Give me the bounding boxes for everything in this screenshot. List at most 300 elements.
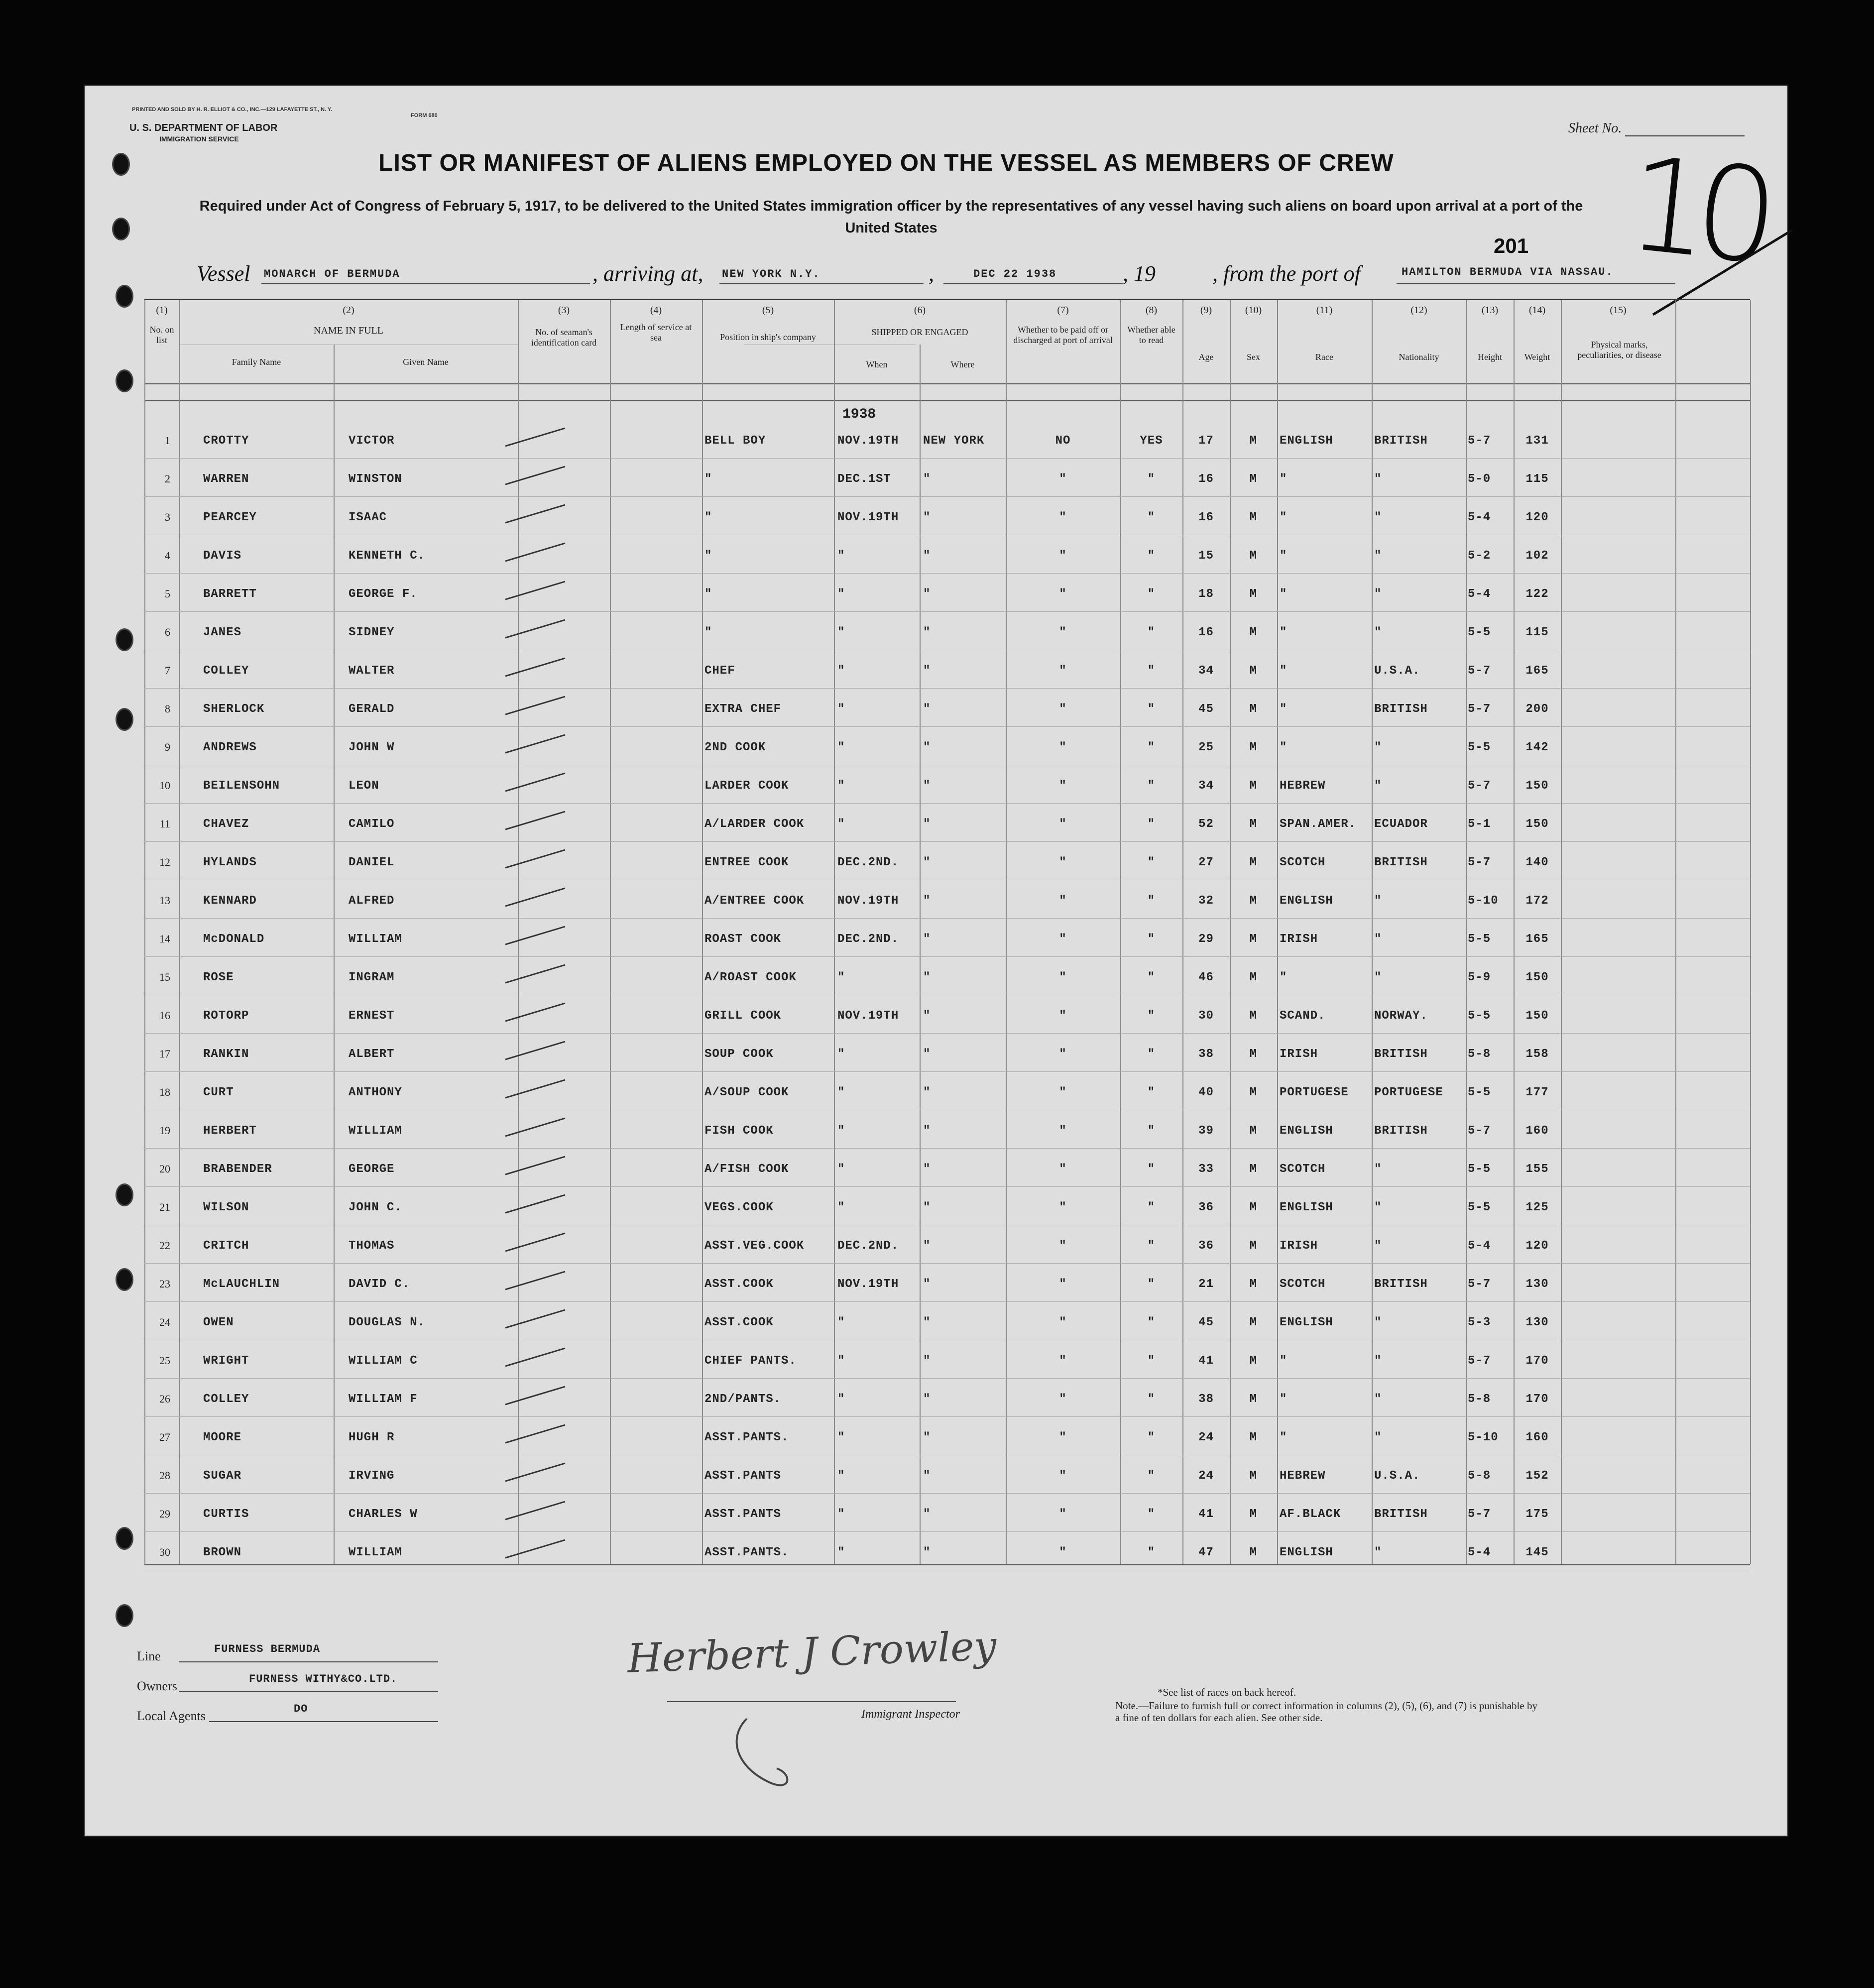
cell-read: " xyxy=(1147,1124,1156,1138)
cell-read: " xyxy=(1147,626,1156,639)
binder-hole xyxy=(112,218,130,240)
cell-no: 11 xyxy=(159,818,170,830)
col-given-name: Given Name xyxy=(403,357,449,367)
cell-position: ASST.PANTS. xyxy=(704,1431,789,1444)
row-rule xyxy=(144,803,1750,804)
cell-sex: M xyxy=(1249,1086,1258,1099)
check-slash xyxy=(500,809,570,833)
cell-family: OWEN xyxy=(203,1316,234,1329)
cell-age: 39 xyxy=(1198,1124,1214,1138)
cell-sex: M xyxy=(1249,894,1258,908)
cell-paid: " xyxy=(1059,1163,1067,1176)
col-height: Height xyxy=(1478,352,1502,362)
cell-age: 34 xyxy=(1198,664,1214,678)
cell-position: " xyxy=(704,549,712,563)
cell-sex: M xyxy=(1249,1239,1258,1253)
cell-where: " xyxy=(923,1546,931,1559)
cell-height: 5-5 xyxy=(1468,1163,1491,1176)
cell-read: " xyxy=(1147,1354,1156,1368)
penalty-note: Note.—Failure to furnish full or correct information in columns (2), (5), (6), and (7) is punishable by a fine of ten dollars for each alien. See other side. xyxy=(1115,1700,1537,1724)
cell-weight: 115 xyxy=(1525,626,1549,639)
check-slash xyxy=(500,579,570,603)
cell-height: 5-7 xyxy=(1468,664,1491,678)
col-family-name: Family Name xyxy=(232,357,281,367)
cell-weight: 150 xyxy=(1525,1009,1549,1023)
cell-no: 27 xyxy=(159,1431,170,1443)
cell-age: 25 xyxy=(1198,741,1214,754)
cell-paid: " xyxy=(1059,856,1067,869)
cell-where: " xyxy=(923,856,931,869)
cell-read: " xyxy=(1147,472,1156,486)
cell-weight: 155 xyxy=(1525,1163,1549,1176)
agents-value: DO xyxy=(294,1703,308,1715)
row-rule xyxy=(144,1378,1750,1379)
cell-paid: " xyxy=(1059,1201,1067,1214)
check-slash xyxy=(500,885,570,910)
cell-sex: M xyxy=(1249,626,1258,639)
cell-read: " xyxy=(1147,1316,1156,1329)
cell-read: " xyxy=(1147,1546,1156,1559)
cell-nat: " xyxy=(1374,971,1382,984)
cell-height: 5-7 xyxy=(1468,434,1491,448)
cell-age: 40 xyxy=(1198,1086,1214,1099)
cell-position: CHEF xyxy=(704,664,735,678)
col-no-on-list: No. on list xyxy=(149,325,174,345)
column-rule xyxy=(1750,300,1751,1564)
cell-given: IRVING xyxy=(349,1469,395,1483)
cell-family: HERBERT xyxy=(203,1124,257,1138)
cell-sex: M xyxy=(1249,1048,1258,1061)
cell-sex: M xyxy=(1249,664,1258,678)
check-slash xyxy=(500,540,570,565)
binder-hole xyxy=(116,285,133,308)
inspector-label: Immigrant Inspector xyxy=(861,1708,960,1721)
cell-given: GEORGE xyxy=(349,1163,395,1176)
cell-no: 28 xyxy=(159,1469,170,1482)
cell-height: 5-7 xyxy=(1468,1508,1491,1521)
cell-age: 36 xyxy=(1198,1239,1214,1253)
cell-family: SHERLOCK xyxy=(203,702,265,716)
cell-age: 34 xyxy=(1198,779,1214,793)
cell-paid: " xyxy=(1059,1086,1067,1099)
cell-given: WILLIAM xyxy=(349,1546,402,1559)
cell-read: " xyxy=(1147,1278,1156,1291)
cell-given: WILLIAM xyxy=(349,1124,402,1138)
row-rule xyxy=(144,1071,1750,1072)
cell-sex: M xyxy=(1249,1393,1258,1406)
check-slash xyxy=(500,770,570,795)
col-id-card: No. of seaman's identification card xyxy=(531,327,597,348)
cell-race: " xyxy=(1280,1431,1288,1444)
cell-paid: " xyxy=(1059,472,1067,486)
check-slash xyxy=(500,694,570,718)
cell-sex: M xyxy=(1249,933,1258,946)
cell-where: " xyxy=(923,894,931,908)
cell-given: INGRAM xyxy=(349,971,395,984)
cell-where: " xyxy=(923,549,931,563)
cell-paid: " xyxy=(1059,818,1067,831)
check-slash xyxy=(500,1154,570,1178)
cell-age: 15 xyxy=(1198,549,1214,563)
cell-race: SPAN.AMER. xyxy=(1280,818,1357,831)
cell-weight: 170 xyxy=(1525,1393,1549,1406)
cell-given: WINSTON xyxy=(349,472,402,486)
cell-paid: " xyxy=(1059,1124,1067,1138)
cell-nat: " xyxy=(1374,626,1382,639)
cell-where: " xyxy=(923,1201,931,1214)
col-able-read: Whether able to read xyxy=(1127,325,1175,345)
cell-paid: " xyxy=(1059,664,1067,678)
cell-nat: " xyxy=(1374,1393,1382,1406)
cell-sex: M xyxy=(1249,741,1258,754)
row-rule xyxy=(144,1148,1750,1149)
cell-given: KENNETH C. xyxy=(349,549,426,563)
column-rule xyxy=(1372,300,1373,1564)
check-slash xyxy=(500,847,570,872)
check-slash xyxy=(500,1460,570,1485)
cell-given: ALBERT xyxy=(349,1048,395,1061)
check-slash xyxy=(500,1422,570,1447)
cell-read: " xyxy=(1147,1469,1156,1483)
page-subtitle: Required under Act of Congress of February 5, 1917, to be delivered to the United States immigration officer by the representatives of any vessel having such aliens on board upon arrival at a port of the United States xyxy=(199,198,1583,236)
column-rule xyxy=(1466,300,1467,1564)
cell-read: " xyxy=(1147,587,1156,601)
cell-when: " xyxy=(837,1469,845,1483)
cell-paid: " xyxy=(1059,1316,1067,1329)
cell-given: THOMAS xyxy=(349,1239,395,1253)
col-shipped: SHIPPED OR ENGAGED xyxy=(871,327,968,337)
column-rule xyxy=(702,300,703,1564)
cell-paid: " xyxy=(1059,1508,1067,1521)
cell-no: 22 xyxy=(159,1239,170,1252)
column-rule xyxy=(1182,300,1183,1564)
cell-paid: " xyxy=(1059,511,1067,524)
cell-race: SCOTCH xyxy=(1280,1163,1326,1176)
col-name-in-full: NAME IN FULL xyxy=(314,325,383,336)
cell-nat: " xyxy=(1374,779,1382,793)
cell-paid: " xyxy=(1059,1278,1067,1291)
col-sex: Sex xyxy=(1247,352,1260,362)
cell-age: 45 xyxy=(1198,1316,1214,1329)
cell-paid: " xyxy=(1059,1546,1067,1559)
cell-position: A/FISH COOK xyxy=(704,1163,789,1176)
cell-height: 5-7 xyxy=(1468,779,1491,793)
cell-where: " xyxy=(923,472,931,486)
page-title: LIST OR MANIFEST OF ALIENS EMPLOYED ON THE VESSEL AS MEMBERS OF CREW xyxy=(378,150,1394,176)
line-label: Line xyxy=(137,1649,161,1663)
cell-family: SUGAR xyxy=(203,1469,242,1483)
cell-where: " xyxy=(923,1048,931,1061)
cell-weight: 120 xyxy=(1525,1239,1549,1253)
cell-nat: " xyxy=(1374,1239,1382,1253)
cell-read: " xyxy=(1147,702,1156,716)
cell-paid: " xyxy=(1059,779,1067,793)
column-rule xyxy=(1675,300,1676,1564)
cell-family: JANES xyxy=(203,626,242,639)
cell-family: COLLEY xyxy=(203,1393,249,1406)
cell-family: KENNARD xyxy=(203,894,257,908)
cell-weight: 150 xyxy=(1525,971,1549,984)
cell-age: 27 xyxy=(1198,856,1214,869)
cell-paid: " xyxy=(1059,702,1067,716)
cell-given: WILLIAM F xyxy=(349,1393,418,1406)
cell-height: 5-10 xyxy=(1468,1431,1499,1444)
cell-no: 6 xyxy=(165,626,170,638)
cell-weight: 142 xyxy=(1525,741,1549,754)
cell-where: " xyxy=(923,971,931,984)
cell-when: " xyxy=(837,1048,845,1061)
cell-nat: " xyxy=(1374,1163,1382,1176)
cell-paid: " xyxy=(1059,741,1067,754)
cell-paid: " xyxy=(1059,1009,1067,1023)
cell-read: " xyxy=(1147,511,1156,524)
cell-no: 29 xyxy=(159,1508,170,1520)
check-slash xyxy=(500,1230,570,1255)
cell-when: " xyxy=(837,549,845,563)
vessel-label: Vessel xyxy=(197,261,250,286)
cell-race: HEBREW xyxy=(1280,1469,1326,1483)
cell-sex: M xyxy=(1249,549,1258,563)
cell-family: BEILENSOHN xyxy=(203,779,280,793)
cell-family: ROSE xyxy=(203,971,234,984)
cell-nat: U.S.A. xyxy=(1374,1469,1420,1483)
manifest-sheet: PRINTED AND SOLD BY H. R. ELLIOT & CO., INC.—129 LAFAYETTE ST., N. Y. FORM 680 U. S. DEPARTMENT OF LABOR IMMIGRATION SERVICE Sheet No. 10 LIST OR MANIFEST OF ALIENS EMPLOYED ON THE VESSEL AS MEMBERS OF CREW Required under Act of Congress of February 5, 1917, to be delivered to the United States immigration officer by the representatives of any vessel having such aliens on board upon arrival at a port of the United States 201 Vessel MONARCH OF BERMUDA , arriving at, NEW YORK N.Y. , DEC 22 1938 , 19 , from the port of HAMILTON BERMUDA VIA NASSAU. (1) (2) (3) (4) (5) (6) (7) (8) (9) (10) (11) (12) (13) (14) (15) No. on list NAME IN FULL Family Name Given Name No. of seaman's identification card Length of service at sea Position in ship's company SHIPPED OR ENGAGED When Where Whether to be paid off or discharged at port of arrival Whether able to read Age Sex Race Nationality Height Weight Physical marks, peculiarities, or disease 1938 1 CROTTY VICTOR BELL BOY NOV.19TH NEW YORK NO YES 17 M ENGLISH BRITISH 5-7 131 2 WARREN WINSTON " DEC.1ST " " " 16 M " " 5-0 115 3 PEARCEY ISAAC " NOV.19TH " " " 16 M " " 5-4 120 4 DAVIS KENNETH C. " " " " " 15 M " " 5-2 102 5 BARRETT GEORGE F. " " " " " 18 M " " 5-4 122 6 JANES SIDNEY " " " " " 16 M " " 5-5 115 7 COLLEY WALTER CHEF " " " " 34 M " U.S.A. 5-7 165 8 SHERLOCK GERALD EXTRA CHEF " " " " 45 M " BRITISH 5-7 200 9 ANDREWS JOHN W 2ND COOK " " " " 25 M " " 5-5 142 10 BEILENSOHN LEON LARDER COOK " " " " 34 M HEBREW " 5-7 150 11 CHAVEZ CAMILO A/LARDER COOK " " " " 52 M SPAN.AMER. ECUADOR 5-1 150 12 HYLANDS DANIEL ENTREE COOK DEC.2ND. " " " 27 M SCOTCH BRITISH 5-7 140 13 KENNARD ALFRED A/ENTREE COOK NOV.19TH " " " 32 M ENGLISH " 5-10 172 14 McDONALD WILLIAM ROAST COOK DEC.2ND. " " " 29 M IRISH " 5-5 165 15 ROSE INGRAM A/ROAST COOK " " " " 46 M " " 5-9 150 16 ROTORP ERNEST GRILL COOK NOV.19TH " " " 30 M SCAND. NORWAY. 5-5 150 17 RANKIN ALBERT SOUP COOK " " " " 38 M IRISH BRITISH 5-8 158 18 CURT ANTHONY A/SOUP COOK " " " " 40 M PORTUGESE PORTUGESE 5-5 177 19 HERBERT WILLIAM FISH COOK " " " " 39 M ENGLISH BRITISH 5-7 160 20 BRABENDER GEORGE A/FISH COOK " " " " 33 M SCOTCH " 5-5 155 21 WILSON JOHN C. VEGS.COOK " " " " 36 M ENGLISH " 5-5 125 22 CRITCH THOMAS ASST.VEG.COOK DEC.2ND. " " " 36 M IRISH " 5-4 120 23 McLAUCHLIN DAVID C. ASST.COOK NOV.19TH " " " 21 M SCOTCH BRITISH 5-7 130 24 OWEN DOUGLAS N. ASST.COOK " " " " 45 M ENGLISH " 5-3 130 25 WRIGHT WILLIAM C CHIEF PANTS. " " " " 41 M " " 5-7 170 26 COLLEY WILLIAM F 2ND/PANTS. " " " " 38 M " " 5-8 170 27 MOORE HUGH R ASST.PANTS. " " " " 24 M " " 5-10 160 28 SUGAR IRVING ASST.PANTS " " " " 24 M HEBREW U.S.A. 5-8 152 29 CURTIS CHARLES W ASST.PANTS " " " " 41 M AF.BLACK BRITISH 5-7 175 30 BROWN WILLIAM ASST.PANTS. " " " " 47 M ENGLISH " 5-4 145 Line FURNESS BERMUDA Owners FURNESS WITHY&CO.LTD. Local Agents DO Herbert J Crowley Immigrant Inspector *See list of races on back hereof. Note.—Failure to furnish full or correct information in columns (2), (5), (6), and (7) is punishable by a fine of ten dollars for each alien. See other side. xyxy=(85,86,1787,1836)
vessel-row: Vessel MONARCH OF BERMUDA , arriving at, NEW YORK N.Y. , DEC 22 1938 , 19 , from the port of HAMILTON BERMUDA VIA NASSAU. xyxy=(197,261,1690,286)
cell-when: NOV.19TH xyxy=(837,1278,899,1291)
cell-when: NOV.19TH xyxy=(837,511,899,524)
cell-height: 5-7 xyxy=(1468,1278,1491,1291)
table-top-rule xyxy=(144,299,1750,300)
cell-sex: M xyxy=(1249,587,1258,601)
cell-weight: 140 xyxy=(1525,856,1549,869)
cell-weight: 130 xyxy=(1525,1278,1549,1291)
cell-position: 2ND/PANTS. xyxy=(704,1393,782,1406)
owners-label: Owners xyxy=(137,1679,177,1693)
cell-height: 5-2 xyxy=(1468,549,1491,563)
cell-race: HEBREW xyxy=(1280,779,1326,793)
cell-where: " xyxy=(923,1354,931,1368)
cell-sex: M xyxy=(1249,1546,1258,1559)
cell-weight: 160 xyxy=(1525,1431,1549,1444)
cell-family: BARRETT xyxy=(203,587,257,601)
cell-when: " xyxy=(837,702,845,716)
cell-nat: BRITISH xyxy=(1374,434,1428,448)
cell-where: " xyxy=(923,702,931,716)
cell-race: ENGLISH xyxy=(1280,894,1333,908)
cell-no: 5 xyxy=(165,587,170,600)
cell-position: GRILL COOK xyxy=(704,1009,782,1023)
cell-age: 24 xyxy=(1198,1469,1214,1483)
cell-no: 25 xyxy=(159,1354,170,1367)
cell-no: 19 xyxy=(159,1124,170,1137)
cell-race: " xyxy=(1280,1354,1288,1368)
cell-position: ASST.COOK xyxy=(704,1316,774,1329)
cell-given: SIDNEY xyxy=(349,626,395,639)
cell-position: ASST.VEG.COOK xyxy=(704,1239,805,1253)
check-slash xyxy=(500,962,570,987)
cell-when: " xyxy=(837,1431,845,1444)
cell-no: 23 xyxy=(159,1278,170,1290)
cell-where: " xyxy=(923,1508,931,1521)
column-rule xyxy=(610,300,611,1564)
cell-weight: 165 xyxy=(1525,664,1549,678)
check-slash xyxy=(500,464,570,488)
cell-age: 32 xyxy=(1198,894,1214,908)
cell-weight: 150 xyxy=(1525,818,1549,831)
cell-position: BELL BOY xyxy=(704,434,766,448)
check-slash xyxy=(500,655,570,680)
cell-read: YES xyxy=(1140,434,1163,448)
cell-sex: M xyxy=(1249,1009,1258,1023)
cell-race: ENGLISH xyxy=(1280,1124,1333,1138)
cell-weight: 165 xyxy=(1525,933,1549,946)
cell-sex: M xyxy=(1249,702,1258,716)
cell-race: SCOTCH xyxy=(1280,856,1326,869)
cell-nat: BRITISH xyxy=(1374,1278,1428,1291)
vessel-name: MONARCH OF BERMUDA xyxy=(264,268,400,280)
check-slash xyxy=(500,425,570,450)
cell-given: ALFRED xyxy=(349,894,395,908)
cell-position: " xyxy=(704,587,712,601)
cell-family: CURT xyxy=(203,1086,234,1099)
cell-family: CHAVEZ xyxy=(203,818,249,831)
from-port: HAMILTON BERMUDA VIA NASSAU. xyxy=(1402,266,1614,278)
binder-hole xyxy=(116,708,133,731)
cell-family: MOORE xyxy=(203,1431,242,1444)
row-rule xyxy=(144,841,1750,842)
cell-weight: 115 xyxy=(1525,472,1549,486)
cell-position: " xyxy=(704,472,712,486)
cell-sex: M xyxy=(1249,1163,1258,1176)
check-slash xyxy=(500,502,570,527)
cell-paid: " xyxy=(1059,1239,1067,1253)
cell-race: SCAND. xyxy=(1280,1009,1326,1023)
row-rule xyxy=(144,1033,1750,1034)
cell-age: 36 xyxy=(1198,1201,1214,1214)
printer-line: PRINTED AND SOLD BY H. R. ELLIOT & CO., INC.—129 LAFAYETTE ST., N. Y. FORM 680 xyxy=(132,107,438,118)
cell-race: " xyxy=(1280,971,1288,984)
cell-given: ERNEST xyxy=(349,1009,395,1023)
col-paid-off: Whether to be paid off or discharged at port of arrival xyxy=(1013,325,1113,345)
owners-value: FURNESS WITHY&CO.LTD. xyxy=(249,1673,398,1685)
cell-height: 5-5 xyxy=(1468,1086,1491,1099)
cell-paid: " xyxy=(1059,933,1067,946)
col-when: When xyxy=(866,359,888,369)
cell-where: " xyxy=(923,933,931,946)
cell-height: 5-8 xyxy=(1468,1469,1491,1483)
cell-height: 5-5 xyxy=(1468,626,1491,639)
check-slash xyxy=(500,617,570,642)
cell-family: CRITCH xyxy=(203,1239,249,1253)
cell-given: WALTER xyxy=(349,664,395,678)
col-length-service: Length of service at sea xyxy=(620,322,692,343)
cell-when: " xyxy=(837,818,845,831)
cell-weight: 172 xyxy=(1525,894,1549,908)
cell-when: " xyxy=(837,626,845,639)
check-slash xyxy=(500,1307,570,1332)
cell-weight: 160 xyxy=(1525,1124,1549,1138)
cell-read: " xyxy=(1147,1163,1156,1176)
cell-no: 24 xyxy=(159,1316,170,1328)
cell-age: 16 xyxy=(1198,472,1214,486)
cell-race: AF.BLACK xyxy=(1280,1508,1341,1521)
cell-race: " xyxy=(1280,472,1288,486)
col-position: Position in ship's company xyxy=(720,332,816,342)
cell-paid: " xyxy=(1059,1354,1067,1368)
check-slash xyxy=(500,1192,570,1217)
arrival-date: DEC 22 1938 xyxy=(973,268,1057,280)
cell-position: ENTREE COOK xyxy=(704,856,789,869)
check-slash xyxy=(500,1345,570,1370)
race-note: *See list of races on back hereof. xyxy=(1158,1686,1296,1698)
cell-race: ENGLISH xyxy=(1280,1546,1333,1559)
cell-family: WRIGHT xyxy=(203,1354,249,1368)
cell-height: 5-10 xyxy=(1468,894,1499,908)
cell-nat: " xyxy=(1374,1201,1382,1214)
cell-no: 13 xyxy=(159,894,170,907)
cell-when: DEC.2ND. xyxy=(837,1239,899,1253)
cell-family: CROTTY xyxy=(203,434,249,448)
row-rule xyxy=(144,1416,1750,1417)
cell-age: 41 xyxy=(1198,1354,1214,1368)
cell-age: 29 xyxy=(1198,933,1214,946)
cell-no: 4 xyxy=(165,549,170,562)
cell-no: 20 xyxy=(159,1163,170,1175)
cell-given: CHARLES W xyxy=(349,1508,418,1521)
cell-nat: NORWAY. xyxy=(1374,1009,1428,1023)
binder-hole xyxy=(116,1183,133,1206)
cell-position: LARDER COOK xyxy=(704,779,789,793)
binder-hole xyxy=(116,1604,133,1627)
cell-age: 41 xyxy=(1198,1508,1214,1521)
binder-hole xyxy=(116,628,133,651)
cell-when: DEC.2ND. xyxy=(837,856,899,869)
cell-where: " xyxy=(923,1469,931,1483)
cell-given: DANIEL xyxy=(349,856,395,869)
cell-no: 26 xyxy=(159,1393,170,1405)
cell-family: McLAUCHLIN xyxy=(203,1278,280,1291)
cell-read: " xyxy=(1147,1086,1156,1099)
cell-read: " xyxy=(1147,856,1156,869)
col-nationality: Nationality xyxy=(1399,352,1439,362)
cell-paid: " xyxy=(1059,1393,1067,1406)
cell-race: " xyxy=(1280,702,1288,716)
cell-where: " xyxy=(923,779,931,793)
cell-nat: " xyxy=(1374,587,1382,601)
binder-hole xyxy=(116,369,133,392)
cell-race: " xyxy=(1280,626,1288,639)
cell-read: " xyxy=(1147,1048,1156,1061)
cell-nat: " xyxy=(1374,472,1382,486)
cell-race: " xyxy=(1280,587,1288,601)
cell-where: " xyxy=(923,1239,931,1253)
col-physical: Physical marks, peculiarities, or disease xyxy=(1577,340,1661,360)
check-slash xyxy=(500,1115,570,1140)
cell-when: " xyxy=(837,1201,845,1214)
column-rule xyxy=(144,300,145,1564)
cell-when: " xyxy=(837,779,845,793)
cell-given: ANTHONY xyxy=(349,1086,402,1099)
cell-age: 46 xyxy=(1198,971,1214,984)
cell-given: JOHN C. xyxy=(349,1201,402,1214)
cell-where: " xyxy=(923,1163,931,1176)
cell-position: A/SOUP COOK xyxy=(704,1086,789,1099)
cell-position: " xyxy=(704,626,712,639)
column-rule xyxy=(834,300,835,1564)
cell-position: EXTRA CHEF xyxy=(704,702,782,716)
cell-height: 5-3 xyxy=(1468,1316,1491,1329)
row-rule xyxy=(144,496,1750,497)
